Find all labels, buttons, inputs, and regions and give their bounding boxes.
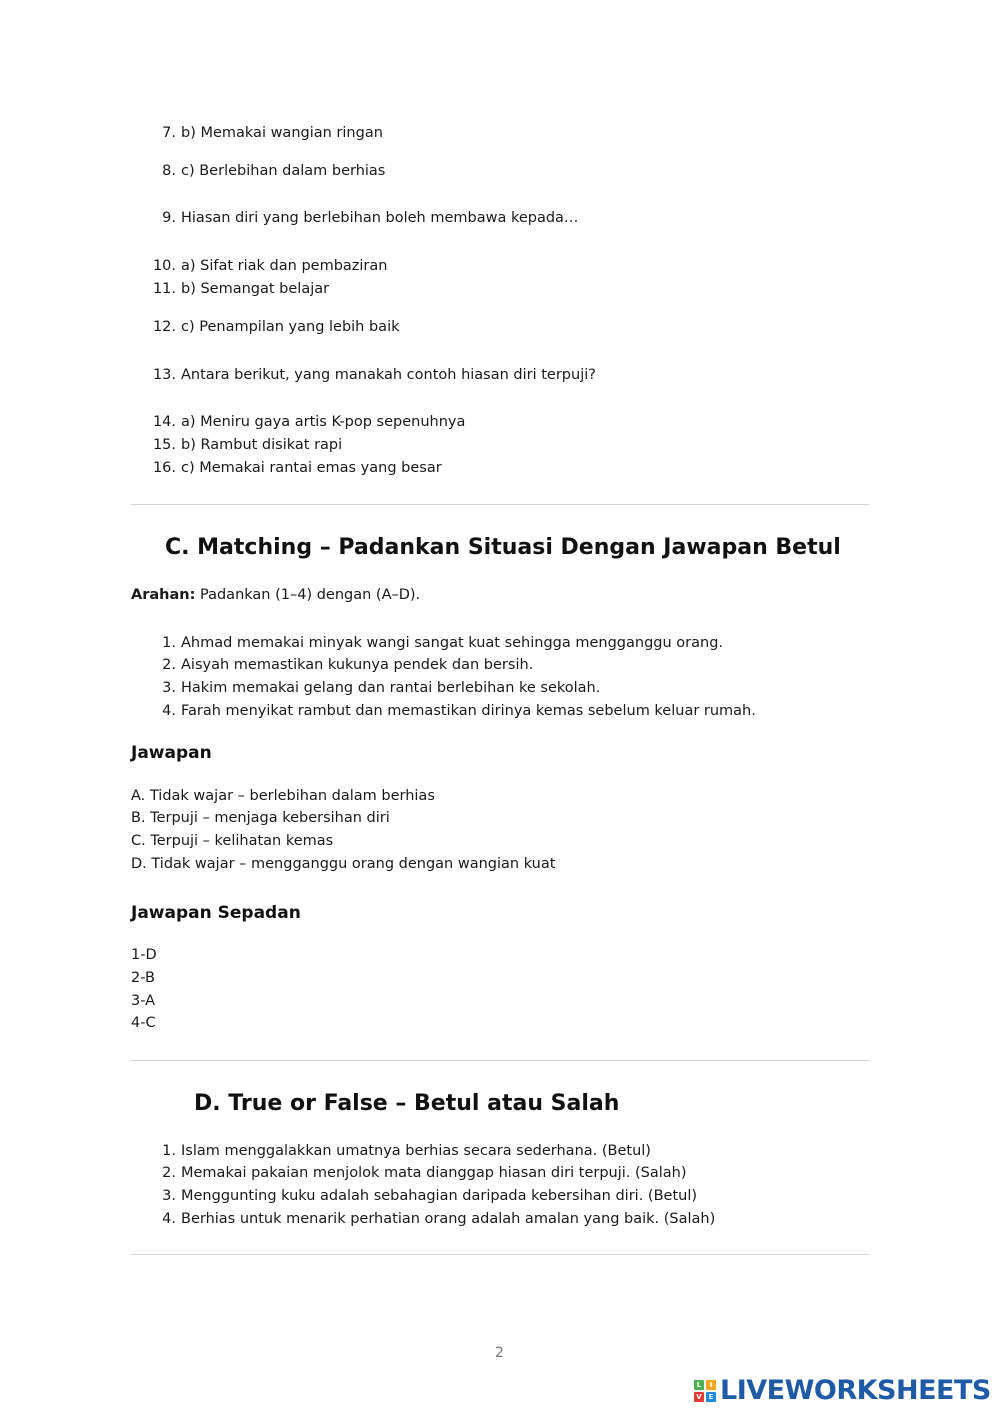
list-item: 11. b) Semangat belajar — [152, 281, 330, 297]
list-item: 13. Antara berikut, yang manakah contoh hiasan diri terpuji? — [152, 367, 596, 383]
answers-heading: Jawapan — [131, 743, 212, 763]
list-item: 4. Farah menyikat rambut dan memastikan dirinya kemas sebelum keluar rumah. — [162, 703, 756, 719]
answer-option: D. Tidak wajar – mengganggu orang dengan wangian kuat — [131, 856, 556, 872]
answer-key-heading: Jawapan Sepadan — [131, 903, 301, 923]
list-item: 3. Menggunting kuku adalah sebahagian daripada kebersihan diri. (Betul) — [162, 1188, 698, 1204]
answer-option: C. Terpuji – kelihatan kemas — [131, 833, 334, 849]
instruction — [131, 585, 420, 605]
list-item: 1. Islam menggalakkan umatnya berhias secara sederhana. (Betul) — [162, 1143, 651, 1159]
answer-key-item: 1-D — [131, 947, 157, 963]
section-divider — [131, 1060, 869, 1061]
list-item: 15. b) Rambut disikat rapi — [152, 437, 343, 453]
list-item: 9. Hiasan diri yang berlebihan boleh membawa kepada… — [162, 210, 579, 226]
page-number: 2 — [495, 1345, 504, 1361]
list-item: 3. Hakim memakai gelang dan rantai berlebihan ke sekolah. — [162, 680, 601, 696]
section-divider — [131, 1254, 869, 1255]
answer-key-item: 3-A — [131, 993, 156, 1009]
list-item: 10. a) Sifat riak dan pembaziran — [152, 258, 388, 274]
section-c-title: C. Matching – Padankan Situasi Dengan Jawapan Betul — [165, 535, 841, 560]
logo-grid-icon: L I V E — [694, 1380, 716, 1402]
list-item: 1. Ahmad memakai minyak wangi sangat kuat sehingga mengganggu orang. — [162, 635, 724, 651]
list-item: 12. c) Penampilan yang lebih baik — [152, 319, 400, 335]
answer-key-item: 2-B — [131, 970, 155, 986]
section-divider — [131, 504, 869, 505]
answer-key-item: 4-C — [131, 1015, 156, 1031]
liveworksheets-logo[interactable] — [694, 1376, 991, 1406]
list-item: 14. a) Meniru gaya artis K-pop sepenuhnya — [152, 414, 466, 430]
list-item: 16. c) Memakai rantai emas yang besar — [152, 460, 442, 476]
list-item: 2. Memakai pakaian menjolok mata dianggap hiasan diri terpuji. (Salah) — [162, 1165, 687, 1181]
list-item: 8. c) Berlebihan dalam berhias — [162, 163, 386, 179]
answer-option: B. Terpuji – menjaga kebersihan diri — [131, 810, 390, 826]
section-d-title: D. True or False – Betul atau Salah — [194, 1091, 620, 1116]
list-item: 4. Berhias untuk menarik perhatian orang adalah amalan yang baik. (Salah) — [162, 1211, 716, 1227]
instruction-label: Arahan: — [131, 587, 196, 603]
logo-text: LIVEWORKSHEETS — [720, 1375, 991, 1406]
list-item: 7. b) Memakai wangian ringan — [162, 125, 383, 141]
answer-option: A. Tidak wajar – berlebihan dalam berhias — [131, 788, 435, 804]
list-item: 2. Aisyah memastikan kukunya pendek dan bersih. — [162, 657, 534, 673]
instruction-text: Padankan (1–4) dengan (A–D). — [200, 587, 421, 603]
